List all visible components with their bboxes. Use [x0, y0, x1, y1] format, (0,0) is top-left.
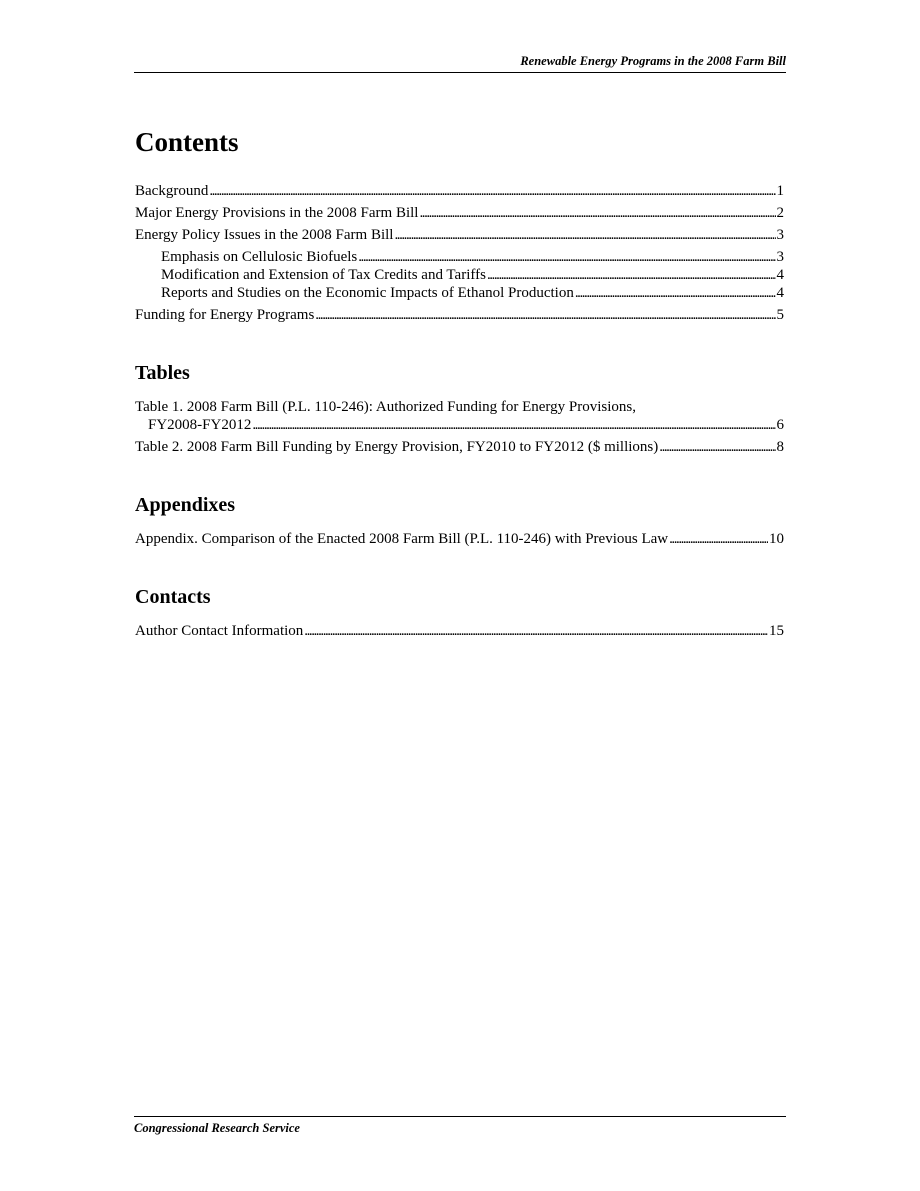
dot-leader — [304, 622, 768, 640]
toc-entry-text: Author Contact Information — [135, 623, 304, 639]
toc-entry-text: Emphasis on Cellulosic Biofuels — [161, 249, 358, 265]
toc-entry-page: 3 — [776, 227, 784, 243]
toc-entry-background[interactable] — [135, 182, 784, 200]
dot-leader — [209, 182, 775, 200]
contacts-heading: Contacts — [135, 586, 211, 608]
toc-entry-text: Funding for Energy Programs — [135, 307, 315, 323]
toc-entry-page: 2 — [776, 205, 784, 221]
toc-entry-cellulosic-biofuels[interactable] — [161, 248, 784, 266]
toc-entry-major-energy-provisions[interactable] — [135, 204, 784, 222]
dot-leader — [487, 266, 776, 284]
toc-entry-energy-policy-issues[interactable] — [135, 226, 784, 244]
toc-entry-table-2[interactable] — [135, 438, 784, 456]
dot-leader — [358, 248, 775, 266]
dot-leader — [315, 306, 775, 324]
toc-entry-appendix[interactable] — [135, 530, 784, 548]
toc-entry-page: 5 — [776, 307, 784, 323]
toc-entry-table-1[interactable] — [135, 398, 784, 434]
contents-section — [135, 122, 784, 324]
toc-entry-text: Appendix. Comparison of the Enacted 2008 Farm Bill (P.L. 110-246) with Previous Law — [135, 531, 669, 547]
toc-entry-author-contact[interactable] — [135, 622, 784, 640]
toc-entry-page: 3 — [776, 249, 784, 265]
tables-heading: Tables — [135, 362, 190, 384]
toc-entry-page: 4 — [776, 267, 784, 283]
toc-entry-page: 10 — [769, 531, 784, 547]
toc-entry-tax-credits-tariffs[interactable] — [161, 266, 784, 284]
tables-list — [135, 398, 784, 456]
toc-entry-text: Energy Policy Issues in the 2008 Farm Bill — [135, 227, 394, 243]
contents-list — [135, 182, 784, 324]
contacts-section — [135, 582, 784, 640]
tables-section — [135, 358, 784, 456]
toc-entry-text-line2: FY2008-FY2012 — [148, 417, 252, 433]
toc-entry-text: Background — [135, 183, 209, 199]
appendixes-heading: Appendixes — [135, 494, 236, 516]
contacts-list — [135, 622, 784, 640]
running-footer — [134, 1116, 786, 1136]
toc-entry-page: 6 — [776, 417, 784, 433]
appendixes-section — [135, 490, 784, 548]
dot-leader — [394, 226, 775, 244]
toc-entry-funding[interactable] — [135, 306, 784, 324]
dot-leader — [659, 438, 775, 456]
contents-heading: Contents — [135, 127, 239, 157]
toc-entry-page: 15 — [769, 623, 784, 639]
toc-entry-page: 4 — [776, 285, 784, 301]
running-footer-text: Congressional Research Service — [134, 1121, 300, 1135]
dot-leader — [252, 416, 775, 434]
toc-entry-text-line1: Table 1. 2008 Farm Bill (P.L. 110-246): Authorized Funding for Energy Provisions, — [135, 399, 636, 415]
dot-leader — [669, 530, 768, 548]
toc-entry-text: Reports and Studies on the Economic Impacts of Ethanol Production — [161, 285, 574, 301]
toc-entry-text: Major Energy Provisions in the 2008 Farm Bill — [135, 205, 419, 221]
dot-leader — [575, 284, 776, 302]
running-header-title: Renewable Energy Programs in the 2008 Farm Bill — [520, 54, 786, 68]
toc-entry-text: Modification and Extension of Tax Credits and Tariffs — [161, 267, 486, 283]
toc-entry-text: Table 2. 2008 Farm Bill Funding by Energy Provision, FY2010 to FY2012 ($ millions) — [135, 439, 659, 455]
toc-entry-ethanol-reports[interactable] — [161, 284, 784, 302]
table-of-contents — [135, 122, 784, 674]
running-header — [134, 54, 786, 73]
toc-entry-page: 1 — [776, 183, 784, 199]
appendixes-list — [135, 530, 784, 548]
dot-leader — [419, 204, 775, 222]
toc-entry-page: 8 — [776, 439, 784, 455]
